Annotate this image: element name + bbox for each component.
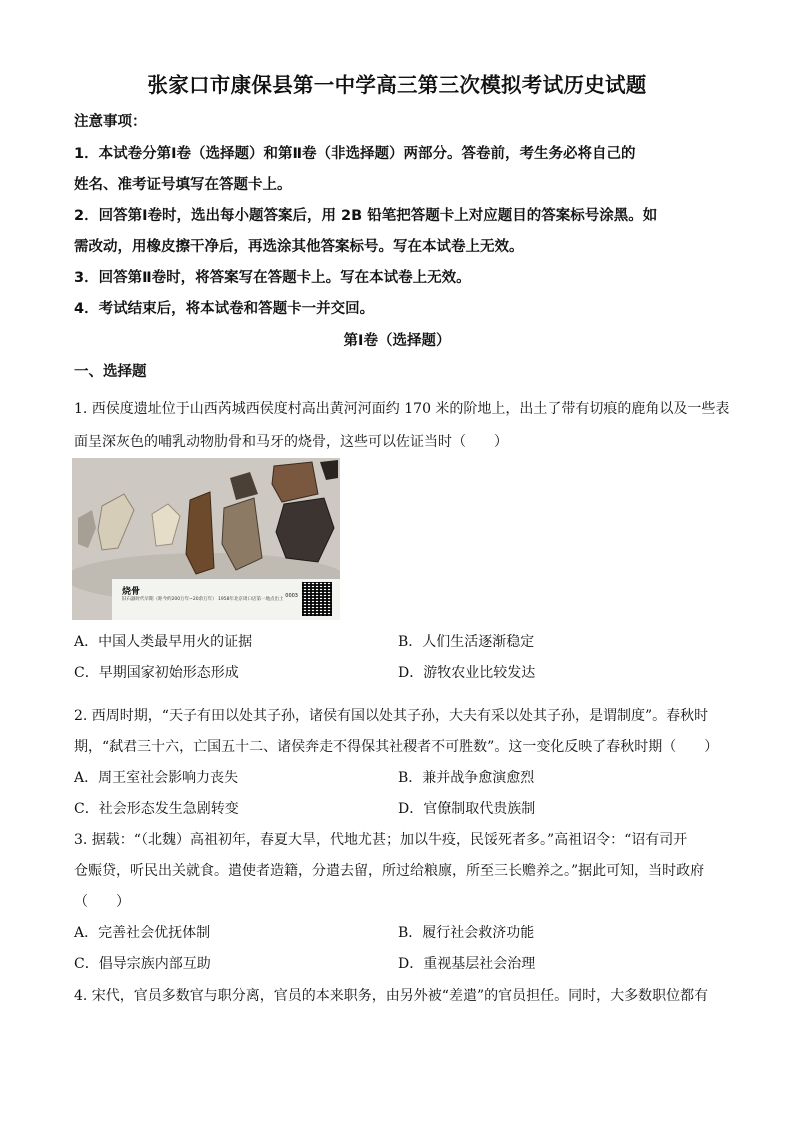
option-a[interactable]: A．中国人类最早用火的证据 <box>74 634 253 650</box>
option-c[interactable]: C．早期国家初始形态形成 <box>74 665 239 681</box>
page-title: 张家口市康保县第一中学高三第三次模拟考试历史试题 <box>147 73 647 97</box>
notice-line: 姓名、准考证号填写在答题卡上。 <box>74 177 292 193</box>
question-1-line: 面呈深灰色的哺乳动物肋骨和马牙的烧骨，这些可以佐证当时（ ） <box>74 434 508 450</box>
question-4-line: 4. 宋代，官员多数官与职分离，官员的本来职务，由另外被“差遣”的官员担任。同时，大多数职位都有 <box>74 988 709 1004</box>
question-1-photo <box>72 458 340 620</box>
option-b[interactable]: B．兼并战争愈演愈烈 <box>398 770 535 786</box>
option-a[interactable]: A．完善社会优抚体制 <box>74 925 211 941</box>
option-d[interactable]: D．游牧农业比较发达 <box>398 665 536 681</box>
qr-code-icon <box>302 582 332 616</box>
exhibit-label-text: 旧石器时代早期（距今约200万年~20余万年） 1958年北京周口店第一地点出土 <box>122 597 284 602</box>
notice-line: 1．本试卷分第Ⅰ卷（选择题）和第Ⅱ卷（非选择题）两部分。答卷前，考生务必将自己的 <box>74 146 636 162</box>
question-1-line: 1. 西侯度遗址位于山西芮城西侯度村高出黄河河面约 170 米的阶地上，出土了带有切痕的鹿角以及一些表 <box>74 401 730 417</box>
question-3-line: 仓赈贷，听民出关就食。遣使者造籍，分遣去留，所过给粮廪，所至三长赡养之。”据此可知，当时政府 <box>74 863 705 879</box>
question-2-line: 2. 西周时期，“天子有田以处其子孙，诸侯有国以处其子孙，大夫有采以处其子孙，是谓制度”。春秋时 <box>74 708 709 724</box>
section-heading: 一、选择题 <box>74 364 147 380</box>
part-title: 第Ⅰ卷（选择题） <box>343 333 451 349</box>
option-a[interactable]: A．周王室社会影响力丧失 <box>74 770 239 786</box>
option-c[interactable]: C．倡导宗族内部互助 <box>74 956 211 972</box>
notice-line: 需改动，用橡皮擦干净后，再选涂其他答案标号。写在本试卷上无效。 <box>74 239 524 255</box>
notice-line: 4．考试结束后，将本试卷和答题卡一并交回。 <box>74 301 375 317</box>
option-d[interactable]: D．重视基层社会治理 <box>398 956 536 972</box>
question-2-line: 期，“弑君三十六，亡国五十二、诸侯奔走不得保其社稷者不可胜数”。这一变化反映了春秋时期（ ） <box>74 739 719 755</box>
notice-heading: 注意事项： <box>74 114 147 130</box>
exhibit-label <box>112 578 340 620</box>
option-d[interactable]: D．官僚制取代贵族制 <box>398 801 536 817</box>
notice-line: 2．回答第Ⅰ卷时，选出每小题答案后，用 2B 铅笔把答题卡上对应题目的答案标号涂黑。如 <box>74 208 658 224</box>
notice-line: 3．回答第Ⅱ卷时，将答案写在答题卡上。写在本试卷上无效。 <box>74 270 471 286</box>
question-3-line: （ ） <box>74 894 130 910</box>
exhibit-number: 0003 <box>285 593 298 599</box>
option-c[interactable]: C．社会形态发生急剧转变 <box>74 801 239 817</box>
option-b[interactable]: B．履行社会救济功能 <box>398 925 535 941</box>
question-3-line: 3. 据载：“（北魏）高祖初年，春夏大旱，代地尤甚；加以牛疫，民馁死者多。”高祖诏令：“诏有司开 <box>74 832 688 848</box>
option-b[interactable]: B．人们生活逐渐稳定 <box>398 634 535 650</box>
exhibit-label-title: 烧骨 <box>122 587 141 597</box>
